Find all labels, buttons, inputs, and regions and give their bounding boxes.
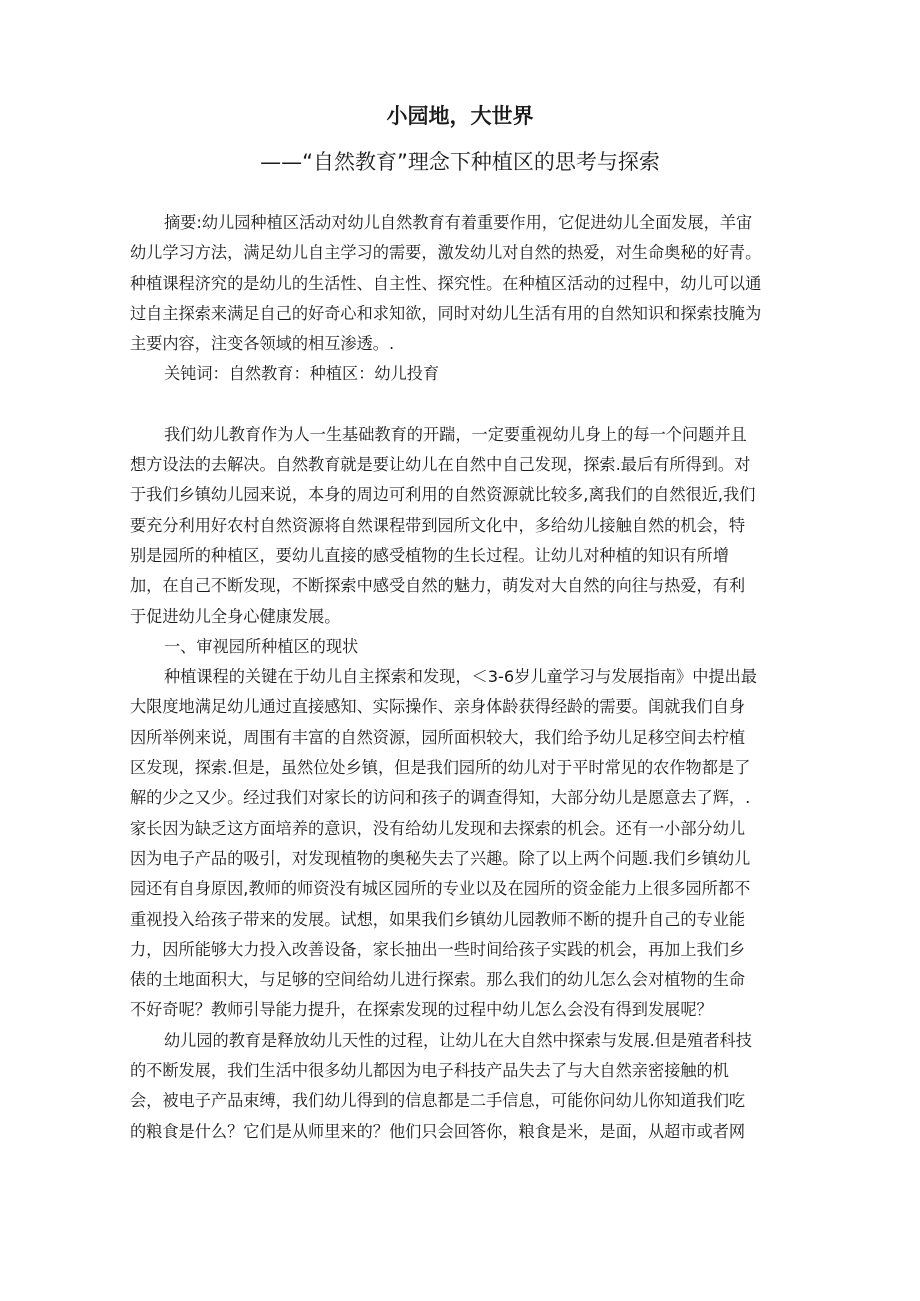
text-line: 种植课程济究的是幼儿的生活性、自主性、探究性。在种植区活动的过程中，幼儿可以通: [130, 273, 762, 293]
document-subtitle: ——“自然教育”理念下种植区的思考与探索: [260, 150, 660, 174]
intro-paragraph: [130, 420, 790, 632]
text-line: 我们幼儿教育作为人一生基础教育的开踹，一定要重视幼儿身上的每一个问题并且: [164, 424, 747, 444]
paragraph-gap: [130, 390, 790, 420]
text-line: 园还有自身原因,教师的师资没有城区园所的专业以及在园所的资金能力上很多园所都不: [130, 879, 751, 899]
abstract-paragraph: [130, 208, 790, 359]
text-line: 摘要:幼儿园种植区活动对幼儿自然教育有着重要作用，它促进幼儿全面发展，羊宙: [164, 213, 753, 232]
text-line: 重视投入给孩子带来的发展。试想，如果我们乡镇幼儿园教师不断的提升自己的专业能: [130, 909, 746, 929]
text-line: 要充分利用好农村自然资源将自然课程带到园所文化中，多给幼儿接触自然的机会，特: [130, 515, 746, 535]
text-line: 的不断发展，我们生活中很多幼儿都因为电子科技产品失去了与大自然亲密接触的机: [130, 1061, 729, 1081]
text-line: 区发现，探索.但是，虽然位处乡镇，但是我们园所的幼儿对于平时常见的农作物都是了: [130, 758, 751, 778]
text-line: 加，在自己不断发现，不断探索中感受自然的魅力，萌发对大自然的向往与热爱，有利: [130, 576, 746, 596]
text-line: 幼儿学习方法，满足幼儿自主学习的需要，激发幼儿对自然的热爱，对生命奥秘的好青。: [130, 243, 762, 263]
text-line: 过自主探索来满足自己的好奇心和求知欲，同时对幼儿生活有用的自然知识和探索技腌为: [130, 303, 762, 323]
text-line: 力，因所能够大力投入改善设备，家长抽出一些时间给孩子实践的机会，再加上我们乡: [130, 939, 746, 959]
text-line: 不好奇呢？教师引导能力提升，在探索发现的过程中幼儿怎么会没有得到发展呢？: [130, 1000, 713, 1020]
document-body: [130, 208, 790, 1147]
section-heading: [130, 632, 790, 662]
text-line: 于我们乡镇幼儿园来说，本身的周边可利用的自然资源就比较多,离我们的自然很近,我们: [130, 485, 756, 505]
section1-heading: 一、审视园所种植区的现状: [164, 636, 359, 656]
text-line: 种植课程的关键在于幼儿自主探索和发现，＜3-6岁儿童学习与发展指南》中提出最: [164, 667, 757, 687]
text-line: 主要内容，注变各领域的相互渗透。.: [130, 334, 395, 354]
text-line: 家长因为缺乏这方面培养的意识，没有给幼儿发现和去探索的机会。还有一小部分幼儿: [130, 818, 746, 838]
text-line: 会，被电子产品束缚，我们幼儿得到的信息都是二手信息，可能你问幼儿你知道我们吃: [130, 1091, 746, 1111]
text-line: 解的少之又少。经过我们对家长的访问和孩子的调查得知，大部分幼儿是愿意去了辉，.: [130, 788, 751, 808]
text-line: 别是园所的种植区，要幼儿直接的感受植物的生长过程。让幼儿对种植的知识有所增: [130, 545, 729, 565]
keywords-line: [130, 359, 790, 389]
text-line: 因为电子产品的吸引，对发现植物的奥秘失去了兴趣。除了以上两个问题.我们乡镇幼儿: [130, 848, 751, 868]
text-line: 大限度地满足幼儿通过直接感知、实际操作、亲身体龄获得经龄的需要。闺就我们自身: [130, 697, 746, 717]
paragraph-3: [130, 1026, 790, 1147]
section1-paragraph: [130, 662, 790, 1026]
keywords-text: 关钝词：自然教育：种植区：幼儿投育: [164, 364, 440, 384]
text-line: 的粮食是什么？它们是从师里来的？他们只会回答你，粮食是米，是面，从超市或者网: [130, 1121, 746, 1141]
text-line: 幼儿园的教育是释放幼儿天性的过程，让幼儿在大自然中探索与发展.但是殖者科技: [164, 1030, 752, 1050]
text-line: 想方设法的去解决。自然教育就是要让幼儿在自然中自己发现，探索.最后有所得到。对: [130, 455, 751, 475]
text-line: 俵的土地面积大，与足够的空间给幼儿进行探索。那么我们的幼儿怎么会对植物的生命: [130, 970, 746, 990]
text-line: 于促进幼儿全身心健康发展。: [130, 606, 341, 626]
text-line: 因所举例来说，周围有丰富的自然资源，园所面枳较大，我们给予幼儿足移空间去柠植: [130, 727, 746, 747]
document-title: 小园地，大世界: [386, 104, 534, 128]
